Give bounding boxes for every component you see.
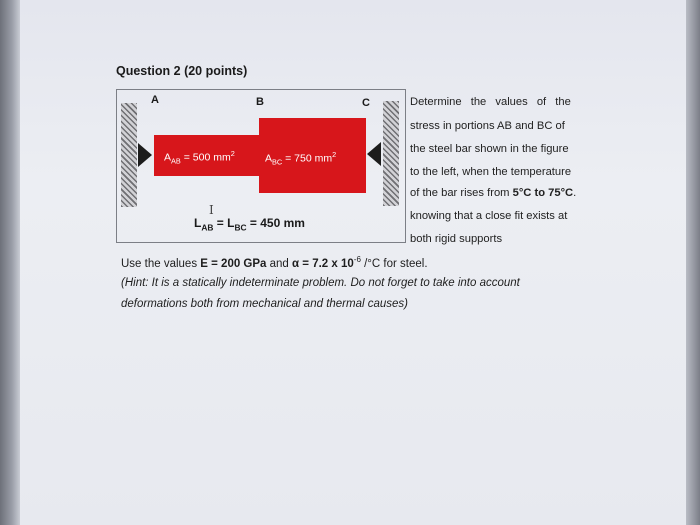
- side-text-line-2: stress in portions AB and BC of: [410, 120, 565, 132]
- side-text-line-5: of the bar rises from 5°C to 75°C.: [410, 187, 577, 199]
- right-rigid-support: [383, 101, 399, 206]
- left-support-arrow-icon: [138, 143, 152, 167]
- monitor-bezel-left: [0, 0, 20, 525]
- length-label: $L_{AB} = L_{BC} = 450$ mm: [194, 216, 305, 233]
- hint-line-1: (Hint: It is a statically indeterminate problem. Do not forget to take into account: [121, 277, 520, 289]
- values-line: Use the values E = 200 GPa and α = 7.2 x $10^{-6}$ /°C for steel.: [121, 255, 428, 270]
- monitor-bezel-right: [686, 0, 700, 525]
- text-cursor-icon: I: [209, 203, 214, 217]
- right-support-arrow-icon: [367, 142, 381, 166]
- side-text-line-7: both rigid supports: [410, 233, 503, 245]
- point-c-label: C: [362, 97, 370, 109]
- question-title: Question 2 (20 points): [116, 64, 248, 78]
- side-text-line-3: the steel bar shown in the figure: [410, 143, 569, 155]
- area-bc-label: $A_{BC} = 750$ $mm^2$: [265, 150, 337, 167]
- point-b-label: B: [256, 96, 264, 108]
- hint-line-2: deformations both from mechanical and thermal causes): [121, 298, 409, 310]
- side-text-line-6: knowing that a close fit exists at: [410, 210, 568, 222]
- side-text-line-1: Determine the values of the: [410, 96, 571, 108]
- side-text-line-4: to the left, when the temperature: [410, 166, 572, 178]
- point-a-label: A: [151, 94, 159, 106]
- left-rigid-support: [121, 103, 137, 207]
- area-ab-label: $A_{AB} = 500$ $mm^2$: [164, 149, 235, 166]
